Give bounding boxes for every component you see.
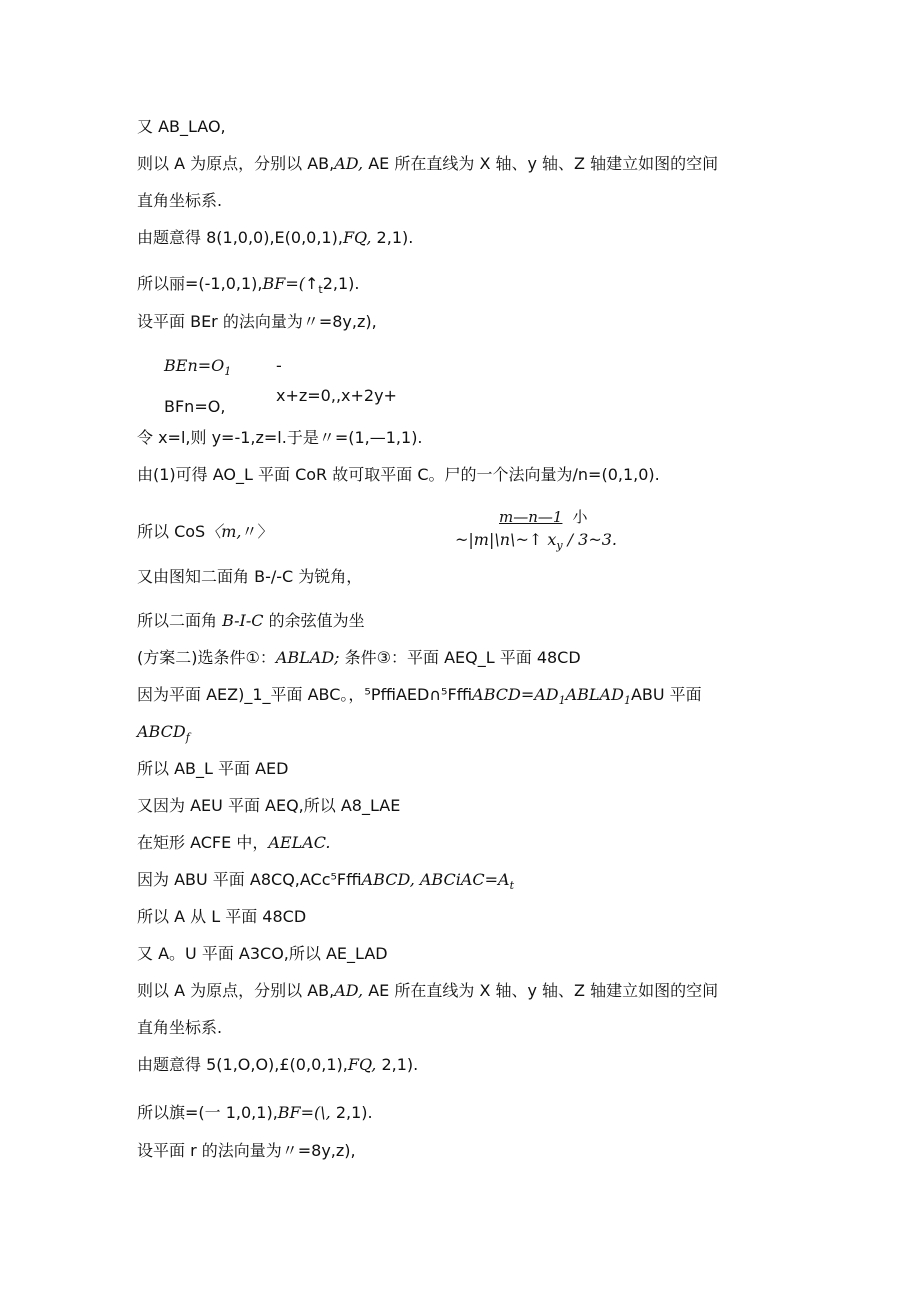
math-text: B-I-C bbox=[222, 611, 264, 630]
line-text: 2,1). bbox=[330, 1103, 373, 1122]
line-text: 又 AB_LAO, bbox=[137, 117, 226, 136]
text-line bbox=[137, 1103, 373, 1123]
text-line bbox=[137, 685, 702, 711]
line-text: (方案二)选条件①： bbox=[137, 648, 276, 667]
math-text: m—n—1 bbox=[499, 508, 563, 526]
math-text: BF=(\, bbox=[277, 1103, 331, 1122]
text-line bbox=[137, 796, 400, 816]
text-line bbox=[137, 611, 365, 631]
line-text: AE 所在直线为 X 轴、y 轴、Z 轴建立如图的空间 bbox=[363, 154, 719, 173]
line-text: 设平面 BEr 的法向量为〃=8y,z), bbox=[137, 312, 377, 331]
line-text: ABU 平面 bbox=[630, 685, 702, 704]
text-line bbox=[137, 722, 190, 748]
line-text: 小 bbox=[572, 508, 588, 526]
math-text: / 3~3. bbox=[562, 530, 618, 549]
line-text: 所以旗=(一 1,0,1), bbox=[137, 1103, 278, 1122]
line-text: AE 所在直线为 X 轴、y 轴、Z 轴建立如图的空间 bbox=[363, 981, 719, 1000]
text-line bbox=[137, 981, 718, 1001]
line-text: 又 A。U 平面 A3CO,所以 AE_LAD bbox=[137, 944, 388, 963]
line-text: 〃〉 bbox=[241, 522, 274, 541]
math-text: BF=( bbox=[262, 274, 305, 293]
line-text: 直角坐标系. bbox=[137, 191, 223, 210]
math-text: AD, bbox=[334, 154, 364, 173]
math-text: ↑ bbox=[304, 274, 319, 293]
text-line bbox=[137, 228, 413, 248]
text-line bbox=[137, 117, 226, 137]
fraction bbox=[455, 508, 635, 552]
text-line bbox=[137, 154, 718, 174]
line-text: 设平面 r 的法向量为〃=8y,z), bbox=[137, 1141, 356, 1160]
line-text: 2,1). bbox=[371, 228, 414, 247]
math-subscript: y bbox=[556, 539, 563, 552]
text-line bbox=[137, 465, 660, 485]
math-text: ABLAD; bbox=[275, 648, 340, 667]
math-subscript: f bbox=[185, 731, 190, 744]
line-text: 由(1)可得 AO_L 平面 CoR 故可取平面 C。尸的一个法向量为∕n=(0,1,0). bbox=[137, 465, 660, 484]
text-line bbox=[137, 428, 423, 448]
line-text: 2,1). bbox=[322, 274, 360, 293]
line-text: 直角坐标系. bbox=[137, 1018, 223, 1037]
line-text: 2,1). bbox=[376, 1055, 419, 1074]
math-subscript: 1 bbox=[224, 365, 232, 378]
math-text: AELAC. bbox=[268, 833, 331, 852]
line-text: 的余弦值为坐 bbox=[263, 611, 365, 630]
line-text: 在矩形 ACFE 中， bbox=[137, 833, 269, 852]
text-line bbox=[137, 274, 360, 300]
line-text: 令 x=l,则 y=-1,z=l.于是〃=(1,—1,1). bbox=[137, 428, 423, 447]
equation-dash bbox=[276, 356, 282, 376]
text-line bbox=[137, 312, 377, 332]
line-text: x+z=0,,x+2y+ bbox=[276, 386, 397, 405]
text-line bbox=[137, 833, 331, 853]
line-text: BFn=O, bbox=[164, 397, 226, 416]
text-line bbox=[137, 648, 581, 668]
line-text: 所以 AB_L 平面 AED bbox=[137, 759, 289, 778]
math-subscript: 1 bbox=[558, 694, 566, 707]
line-text: 又因为 AEU 平面 AEQ,所以 A8_LAE bbox=[137, 796, 401, 815]
math-text: AD, bbox=[334, 981, 364, 1000]
line-text: 则以 A 为原点，分别以 AB, bbox=[137, 154, 335, 173]
math-text: BEn=O bbox=[164, 356, 225, 375]
text-line bbox=[137, 1018, 222, 1038]
math-subscript: 1 bbox=[623, 694, 631, 707]
line-text: 由题意得 5(1,O,O),£(0,0,1), bbox=[137, 1055, 348, 1074]
line-text: 因为 ABU 平面 A8CQ,ACc⁵Fffi bbox=[137, 870, 362, 889]
math-text: FQ, bbox=[347, 1055, 377, 1074]
text-line bbox=[137, 944, 388, 964]
math-text: ABCD bbox=[137, 722, 186, 741]
text-line bbox=[137, 907, 306, 927]
line-text: 所以 A 从 L 平面 48CD bbox=[137, 907, 307, 926]
fraction-numerator bbox=[499, 508, 587, 526]
text-line bbox=[137, 191, 222, 211]
line-text: 又由图知二面角 B-/-C 为锐角， bbox=[137, 567, 363, 586]
math-subscript: t bbox=[509, 879, 515, 892]
line-text: - bbox=[276, 356, 282, 375]
line-text: 所以 CoS bbox=[137, 522, 206, 541]
equation-line bbox=[276, 386, 397, 406]
fraction-denominator bbox=[455, 530, 617, 556]
text-line bbox=[137, 1141, 356, 1161]
text-line bbox=[137, 870, 514, 896]
line-text: 条件③：平面 AEQ_L 平面 48CD bbox=[339, 648, 581, 667]
math-text: 〈m, bbox=[205, 522, 242, 541]
line-text: 因为平面 AEZ)_1_平面 ABC。，⁵PffiAED∩⁵Fffi bbox=[137, 685, 473, 704]
text-line bbox=[137, 1055, 418, 1075]
text-line bbox=[137, 759, 288, 779]
line-text: 所以丽=(-1,0,1), bbox=[137, 274, 263, 293]
line-text: 所以二面角 bbox=[137, 611, 223, 630]
math-text: ~|m|\n\~↑ x bbox=[455, 530, 557, 549]
text-line bbox=[137, 567, 362, 587]
equation-line bbox=[164, 397, 225, 417]
math-text: ABCD, ABCiAC=A bbox=[361, 870, 510, 889]
math-text: FQ, bbox=[342, 228, 372, 247]
math-subscript: t bbox=[318, 283, 323, 296]
equation-line bbox=[164, 356, 231, 382]
line-text: 则以 A 为原点，分别以 AB, bbox=[137, 981, 335, 1000]
math-text: ABLAD bbox=[565, 685, 624, 704]
math-text: ABCD=AD bbox=[472, 685, 559, 704]
line-text: 由题意得 8(1,0,0),E(0,0,1), bbox=[137, 228, 343, 247]
text-line bbox=[137, 522, 274, 542]
